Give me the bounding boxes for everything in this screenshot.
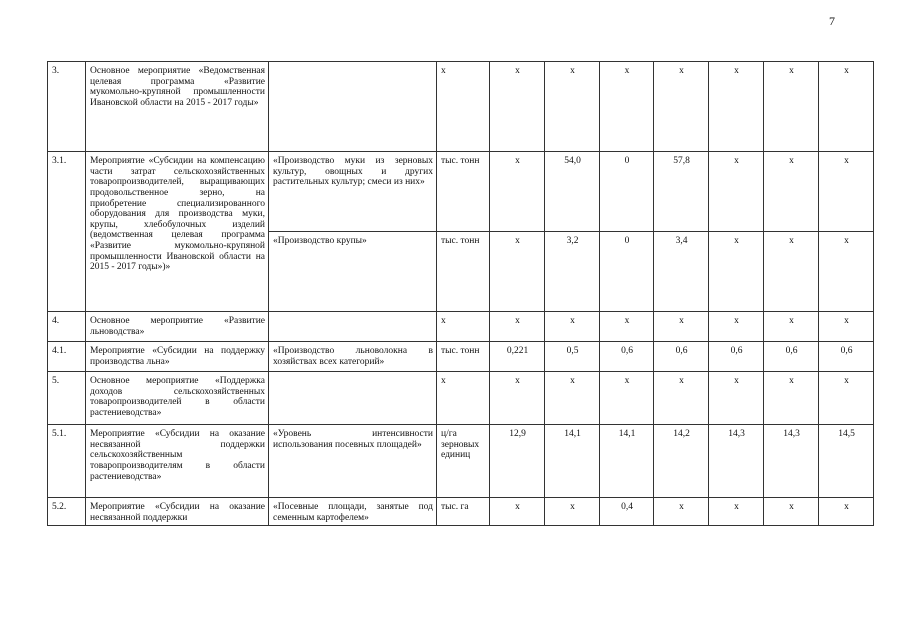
value-cell: x (819, 498, 874, 526)
value-cell: x (490, 152, 545, 232)
value-cell: x (654, 498, 709, 526)
row-number: 4. (48, 312, 86, 342)
value-cell: 14,5 (819, 425, 874, 498)
value-cell: 3,4 (654, 232, 709, 312)
value-cell: x (819, 232, 874, 312)
table-row (48, 425, 874, 498)
table-row (48, 342, 874, 372)
value-cell: x (654, 62, 709, 152)
value-cell: x (490, 232, 545, 312)
unit-cell: x (437, 372, 490, 425)
event-description: Мероприятие «Субсидии на оказание несвязанной поддержки (86, 498, 269, 526)
value-cell: 12,9 (490, 425, 545, 498)
value-cell: 0,6 (654, 342, 709, 372)
value-cell: x (764, 312, 819, 342)
value-cell: x (764, 372, 819, 425)
row-number: 3.1. (48, 152, 86, 312)
value-cell: 0,6 (819, 342, 874, 372)
unit-cell: тыс. тонн (437, 342, 490, 372)
value-cell: x (764, 498, 819, 526)
value-cell: x (490, 62, 545, 152)
value-cell: x (709, 312, 764, 342)
row-number: 5. (48, 372, 86, 425)
value-cell: 3,2 (545, 232, 600, 312)
value-cell: 0,6 (600, 342, 654, 372)
value-cell: x (819, 152, 874, 232)
row-number: 5.1. (48, 425, 86, 498)
value-cell: x (545, 498, 600, 526)
unit-cell: тыс. тонн (437, 232, 490, 312)
value-cell: 14,2 (654, 425, 709, 498)
value-cell: x (600, 312, 654, 342)
value-cell: x (764, 62, 819, 152)
indicator-name: «Посевные площади, занятые под семенным картофелем» (269, 498, 437, 526)
value-cell: 54,0 (545, 152, 600, 232)
event-description: Основное мероприятие «Развитие льноводства» (86, 312, 269, 342)
value-cell: x (654, 312, 709, 342)
indicator-name (269, 62, 437, 152)
value-cell: 14,1 (545, 425, 600, 498)
value-cell: x (545, 312, 600, 342)
value-cell: 0,6 (709, 342, 764, 372)
value-cell: 0,6 (764, 342, 819, 372)
unit-cell: тыс. га (437, 498, 490, 526)
value-cell: x (819, 312, 874, 342)
unit-cell: x (437, 312, 490, 342)
indicator-name: «Производство крупы» (269, 232, 437, 312)
table-row (48, 152, 874, 232)
row-number: 5.2. (48, 498, 86, 526)
value-cell: x (490, 372, 545, 425)
indicator-name (269, 372, 437, 425)
value-cell: x (764, 152, 819, 232)
indicator-name (269, 312, 437, 342)
value-cell: 14,3 (709, 425, 764, 498)
value-cell: 0,221 (490, 342, 545, 372)
value-cell: 0 (600, 152, 654, 232)
indicator-name: «Уровень интенсивности использования посевных площадей» (269, 425, 437, 498)
value-cell: x (654, 372, 709, 425)
value-cell: 14,3 (764, 425, 819, 498)
row-number: 4.1. (48, 342, 86, 372)
value-cell: x (819, 62, 874, 152)
value-cell: x (764, 232, 819, 312)
table-row (48, 62, 874, 152)
value-cell: x (709, 232, 764, 312)
value-cell: x (709, 62, 764, 152)
value-cell: x (600, 62, 654, 152)
event-description: Основное мероприятие «Ведомственная целевая программа «Развитие мукомольно-крупяной промышленности Ивановской области на 2015 - 2017 годы» (86, 62, 269, 152)
table-row (48, 372, 874, 425)
page-number: 7 (829, 14, 835, 28)
value-cell: x (490, 498, 545, 526)
value-cell: 0,4 (600, 498, 654, 526)
value-cell: x (709, 152, 764, 232)
value-cell: x (819, 372, 874, 425)
value-cell: x (545, 62, 600, 152)
value-cell: x (709, 498, 764, 526)
event-description: Мероприятие «Субсидии на оказание несвязанной поддержки сельскохозяйственным товаропроизводителям в области растениеводства» (86, 425, 269, 498)
event-description: Основное мероприятие «Поддержка доходов сельскохозяйственных товаропроизводителей в области растениеводства» (86, 372, 269, 425)
value-cell: 57,8 (654, 152, 709, 232)
table-row (48, 498, 874, 526)
value-cell: 0,5 (545, 342, 600, 372)
value-cell: x (709, 372, 764, 425)
value-cell: x (490, 312, 545, 342)
value-cell: 14,1 (600, 425, 654, 498)
indicator-name: «Производство муки из зерновых культур, овощных и других растительных культур; смеси из них» (269, 152, 437, 232)
unit-cell: тыс. тонн (437, 152, 490, 232)
event-description: Мероприятие «Субсидии на компенсацию части затрат сельскохозяйственных товаропроизводителей, выращивающих продовольственное зерно, на приобретение специализированного оборудования для производства муки, крупы, хлебобулочных изделий (ведомственная целевая программа «Развитие мукомольно-крупяной промышленности Ивановской области на 2015 - 2017 годы»)» (86, 152, 269, 312)
program-indicators-table (47, 61, 874, 526)
value-cell: x (545, 372, 600, 425)
unit-cell: ц/га зерновых единиц (437, 425, 490, 498)
table-row (48, 312, 874, 342)
row-number: 3. (48, 62, 86, 152)
indicator-name: «Производство льноволокна в хозяйствах всех категорий» (269, 342, 437, 372)
value-cell: 0 (600, 232, 654, 312)
event-description: Мероприятие «Субсидии на поддержку производства льна» (86, 342, 269, 372)
unit-cell: x (437, 62, 490, 152)
value-cell: x (600, 372, 654, 425)
